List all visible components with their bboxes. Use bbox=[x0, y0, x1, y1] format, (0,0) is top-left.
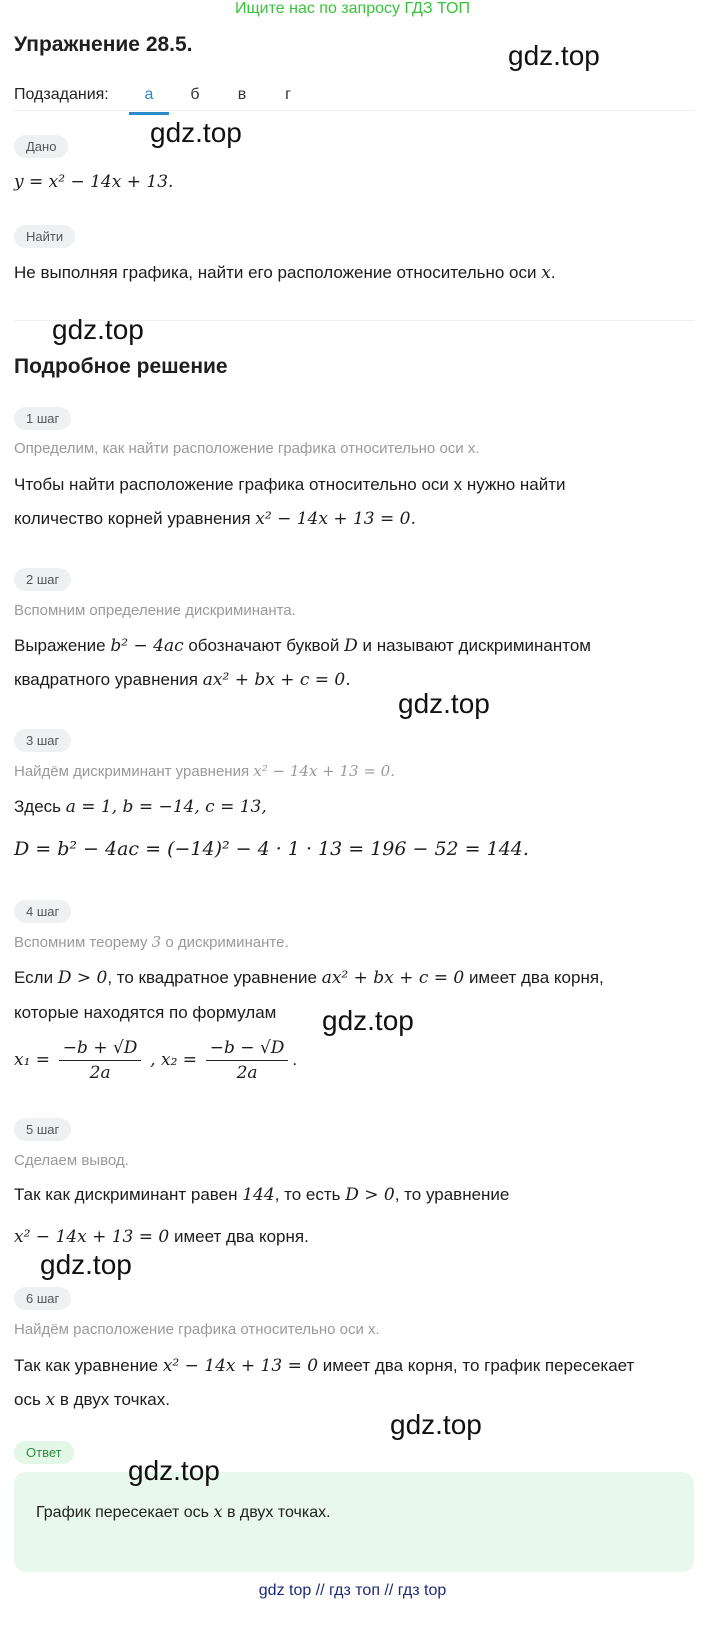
step-hint: Сделаем вывод. bbox=[14, 1152, 129, 1169]
step-text: ось x в двух точках. bbox=[14, 1390, 170, 1410]
step-text: Если D > 0, то квадратное уравнение ax² + bx + c = 0 имеет два корня, bbox=[14, 968, 604, 988]
tab-b[interactable]: б bbox=[190, 86, 200, 103]
step-text: Выражение b² − 4ac обозначают буквой D и называют дискриминантом bbox=[14, 636, 591, 656]
tab-a[interactable]: а bbox=[129, 86, 169, 115]
root-formulas: x₁ = $\frac{-b + √D}{2a}$ , x₂ = $\frac{-b - √D}{2a}$ . bbox=[14, 1038, 298, 1083]
subtasks-label: Подзадания: bbox=[14, 86, 109, 103]
step-text: Чтобы найти расположение графика относительно оси x нужно найти bbox=[14, 475, 566, 494]
subtasks-bar bbox=[14, 86, 694, 116]
step-text: Здесь a = 1, b = −14, c = 13, bbox=[14, 797, 267, 817]
tab-g[interactable]: г bbox=[285, 86, 291, 103]
step-text: Так как дискриминант равен 144, то есть D > 0, то уравнение bbox=[14, 1185, 510, 1205]
given-formula: y = x² − 14x + 13. bbox=[14, 172, 174, 192]
step-text: Так как уравнение x² − 14x + 13 = 0 имеет два корня, то график пересекает bbox=[14, 1356, 635, 1376]
tab-v[interactable]: в bbox=[237, 86, 247, 103]
find-badge: Найти bbox=[14, 225, 75, 248]
watermark: gdz.top bbox=[508, 40, 600, 71]
watermark: gdz.top bbox=[52, 314, 144, 345]
step-text: x² − 14x + 13 = 0 имеет два корня. bbox=[14, 1227, 309, 1247]
step-text: количество корней уравнения x² − 14x + 13 = 0. bbox=[14, 509, 416, 529]
answer-box bbox=[14, 1472, 694, 1572]
fraction: $\frac{-b + √D}{2a}$ bbox=[59, 1036, 142, 1085]
step-hint: Вспомним теорему 3 о дискриминанте. bbox=[14, 933, 289, 951]
divider bbox=[14, 110, 694, 111]
step-text: которые находятся по формулам bbox=[14, 1003, 277, 1022]
step-hint: Найдём расположение графика относительно оси x. bbox=[14, 1321, 380, 1338]
step-badge: 2 шаг bbox=[14, 568, 71, 591]
watermark: gdz.top bbox=[398, 688, 490, 719]
answer-text: График пересекает ось x в двух точках. bbox=[36, 1502, 331, 1521]
page-title: Упражнение 28.5. bbox=[14, 33, 193, 56]
search-banner: Ищите нас по запросу ГДЗ ТОП bbox=[235, 0, 470, 17]
step-hint: Определим, как найти расположение графика относительно оси x. bbox=[14, 440, 480, 457]
watermark: gdz.top bbox=[390, 1409, 482, 1440]
find-text: Не выполняя графика, найти его расположение относительно оси x. bbox=[14, 263, 556, 283]
step-badge: 1 шаг bbox=[14, 407, 71, 430]
step-badge: 3 шаг bbox=[14, 729, 71, 752]
step-hint: Вспомним определение дискриминанта. bbox=[14, 602, 296, 619]
watermark: gdz.top bbox=[322, 1005, 414, 1036]
step-badge: 4 шаг bbox=[14, 900, 71, 923]
step-hint: Найдём дискриминант уравнения x² − 14x + 13 = 0. bbox=[14, 762, 395, 780]
watermark: gdz.top bbox=[40, 1249, 132, 1280]
step-formula: D = b² − 4ac = (−14)² − 4 · 1 · 13 = 196 − 52 = 144. bbox=[14, 838, 529, 860]
answer-badge: Ответ bbox=[14, 1441, 74, 1464]
fraction: $\frac{-b - √D}{2a}$ bbox=[206, 1036, 289, 1085]
footer-links[interactable]: gdz top // гдз топ // гдз top bbox=[258, 1582, 447, 1599]
watermark: gdz.top bbox=[128, 1455, 220, 1486]
watermark: gdz.top bbox=[150, 117, 242, 148]
solution-title: Подробное решение bbox=[14, 355, 228, 378]
given-badge: Дано bbox=[14, 135, 68, 158]
step-text: квадратного уравнения ax² + bx + c = 0. bbox=[14, 670, 351, 690]
step-badge: 6 шаг bbox=[14, 1287, 71, 1310]
step-badge: 5 шаг bbox=[14, 1118, 71, 1141]
